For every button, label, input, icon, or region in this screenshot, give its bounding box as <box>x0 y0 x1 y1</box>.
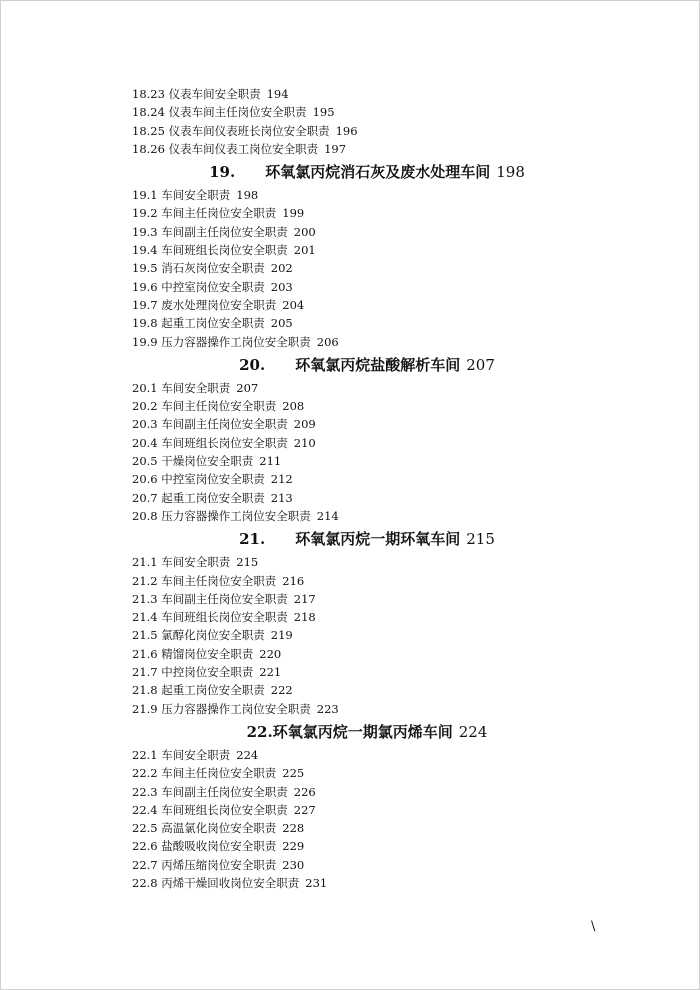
toc-entry-number: 20.1 <box>132 380 158 395</box>
toc-entry-page: 205 <box>270 316 293 331</box>
toc-entry <box>132 856 612 874</box>
toc-entry-title: 车间副主任岗位安全职责 <box>161 417 288 432</box>
toc-entry-page: 195 <box>312 105 335 120</box>
toc-entry-number: 18.25 <box>132 123 165 138</box>
toc-entry-title: 车间主任岗位安全职责 <box>161 573 277 588</box>
toc-entry-title: 中控室岗位安全职责 <box>161 472 265 487</box>
toc-entry-title: 中控室岗位安全职责 <box>161 279 265 294</box>
toc-entry-page: 224 <box>236 747 259 762</box>
toc-entry-page: 218 <box>293 610 316 625</box>
toc-entry-page: 199 <box>282 206 305 221</box>
toc-heading <box>122 525 612 553</box>
toc-entry-page: 203 <box>270 279 293 294</box>
toc-entry <box>132 415 612 433</box>
toc-entry-number: 20.4 <box>132 435 158 450</box>
toc-entry-title: 起重工岗位安全职责 <box>161 490 265 505</box>
toc-entry-number: 20.7 <box>132 490 158 505</box>
toc-entry-number: 19.8 <box>132 316 158 331</box>
toc-entry-number: 18.26 <box>132 141 165 156</box>
toc-entry-number: 19.5 <box>132 261 158 276</box>
toc-entry <box>132 783 612 801</box>
toc-entry <box>132 296 612 314</box>
toc-entry-page: 226 <box>293 784 316 799</box>
toc-entry <box>132 837 612 855</box>
toc-entry-page: 228 <box>282 821 305 836</box>
toc-heading-page: 215 <box>466 530 495 549</box>
toc-entry-number: 20.5 <box>132 454 158 469</box>
toc-entry <box>132 204 612 222</box>
toc-entry-page: 215 <box>236 555 259 570</box>
toc-entry-page: 200 <box>293 224 316 239</box>
toc-entry-title: 车间安全职责 <box>161 555 231 570</box>
toc-entry <box>132 122 612 140</box>
toc-entry <box>132 314 612 332</box>
toc-entry-page: 198 <box>236 188 259 203</box>
toc-entry-title: 车间安全职责 <box>161 380 231 395</box>
toc-entry <box>132 801 612 819</box>
toc-entry-title: 车间主任岗位安全职责 <box>161 399 277 414</box>
toc-entry <box>132 663 612 681</box>
toc-entry <box>132 590 612 608</box>
toc-entry-number: 22.1 <box>132 747 158 762</box>
toc-entry-title: 消石灰岗位安全职责 <box>161 261 265 276</box>
toc-entry-number: 19.2 <box>132 206 158 221</box>
toc-entry-title: 盐酸吸收岗位安全职责 <box>161 839 277 854</box>
toc-entry-title: 丙烯压缩岗位安全职责 <box>161 857 277 872</box>
toc-entry-title: 车间安全职责 <box>161 747 231 762</box>
toc-entry <box>132 700 612 718</box>
toc-entry-page: 194 <box>266 87 289 101</box>
toc-entry-title: 车间副主任岗位安全职责 <box>161 591 288 606</box>
toc-entry-title: 车间安全职责 <box>161 188 231 203</box>
toc-entry <box>132 278 612 296</box>
toc-entry-page: 201 <box>293 243 316 258</box>
toc-entry-number: 21.7 <box>132 665 158 680</box>
toc-entry-title: 仪表车间仪表班长岗位安全职责 <box>168 123 330 138</box>
toc-entry-page: 206 <box>316 334 339 349</box>
toc-entry-number: 21.4 <box>132 610 158 625</box>
toc-entry <box>132 241 612 259</box>
page-mark: \ <box>591 919 596 934</box>
toc-heading-title: 20. 环氧氯丙烷盐酸解析车间 <box>239 355 461 374</box>
toc-heading-title: 22.环氧氯丙烷一期氯丙烯车间 <box>246 722 453 741</box>
toc-entry-number: 19.1 <box>132 188 158 203</box>
toc-entry <box>132 553 612 571</box>
toc-heading-title: 21. 环氧氯丙烷一期环氧车间 <box>239 530 461 549</box>
toc-entry-title: 车间班组长岗位安全职责 <box>161 610 288 625</box>
table-of-contents <box>132 85 612 892</box>
toc-entry-title: 仪表车间安全职责 <box>168 87 261 101</box>
toc-entry-number: 22.8 <box>132 875 158 890</box>
toc-entry-title: 精馏岗位安全职责 <box>161 646 254 661</box>
toc-entry-page: 221 <box>259 665 282 680</box>
toc-heading-title: 19. 环氧氯丙烷消石灰及废水处理车间 <box>209 163 491 182</box>
toc-entry <box>132 819 612 837</box>
toc-entry-title: 中控岗位安全职责 <box>161 665 254 680</box>
toc-entry-page: 216 <box>282 573 305 588</box>
toc-entry-number: 20.3 <box>132 417 158 432</box>
toc-entry-page: 213 <box>270 490 293 505</box>
toc-heading-page: 224 <box>458 722 488 741</box>
toc-entry <box>132 452 612 470</box>
toc-entry <box>132 507 612 525</box>
toc-entry-page: 222 <box>270 683 293 698</box>
toc-entry-number: 19.9 <box>132 334 158 349</box>
toc-entry-number: 21.2 <box>132 573 158 588</box>
toc-entry <box>132 186 612 204</box>
toc-entry-number: 22.2 <box>132 766 158 781</box>
toc-entry-title: 仪表车间仪表工岗位安全职责 <box>168 141 319 156</box>
toc-heading <box>122 718 612 746</box>
toc-entry-number: 22.5 <box>132 821 158 836</box>
toc-entry-number: 21.1 <box>132 555 158 570</box>
toc-entry-title: 车间副主任岗位安全职责 <box>161 784 288 799</box>
toc-entry-number: 21.5 <box>132 628 158 643</box>
toc-entry-title: 车间班组长岗位安全职责 <box>161 802 288 817</box>
toc-entry-page: 227 <box>293 802 316 817</box>
toc-entry <box>132 85 612 103</box>
toc-entry-page: 220 <box>259 646 282 661</box>
toc-entry-page: 196 <box>335 123 358 138</box>
toc-heading <box>122 158 612 186</box>
toc-entry-number: 18.24 <box>132 105 165 120</box>
toc-entry-page: 212 <box>270 472 293 487</box>
toc-entry-number: 20.6 <box>132 472 158 487</box>
toc-entry-number: 21.9 <box>132 701 158 716</box>
toc-entry-page: 219 <box>270 628 293 643</box>
toc-entry <box>132 379 612 397</box>
toc-entry-page: 210 <box>293 435 316 450</box>
toc-entry-number: 19.3 <box>132 224 158 239</box>
toc-entry-title: 车间主任岗位安全职责 <box>161 206 277 221</box>
toc-entry-title: 车间班组长岗位安全职责 <box>161 243 288 258</box>
toc-entry-title: 压力容器操作工岗位安全职责 <box>161 334 311 349</box>
toc-entry-page: 217 <box>293 591 316 606</box>
toc-entry-page: 208 <box>282 399 305 414</box>
toc-entry <box>132 470 612 488</box>
toc-entry-title: 起重工岗位安全职责 <box>161 683 265 698</box>
toc-entry <box>132 681 612 699</box>
toc-entry <box>132 397 612 415</box>
toc-entry <box>132 489 612 507</box>
toc-entry-title: 起重工岗位安全职责 <box>161 316 265 331</box>
toc-entry-number: 21.3 <box>132 591 158 606</box>
toc-entry <box>132 223 612 241</box>
toc-entry-title: 车间主任岗位安全职责 <box>161 766 277 781</box>
toc-entry-page: 207 <box>236 380 259 395</box>
toc-entry-page: 223 <box>316 701 339 716</box>
toc-entry-number: 18.23 <box>132 87 165 101</box>
toc-entry <box>132 608 612 626</box>
toc-entry-number: 21.8 <box>132 683 158 698</box>
toc-heading-page: 207 <box>466 355 495 374</box>
toc-entry-page: 204 <box>282 297 305 312</box>
toc-entry-title: 压力容器操作工岗位安全职责 <box>161 508 311 523</box>
toc-entry-title: 压力容器操作工岗位安全职责 <box>161 701 311 716</box>
toc-entry-page: 209 <box>293 417 316 432</box>
toc-entry-number: 21.6 <box>132 646 158 661</box>
toc-entry-title: 车间副主任岗位安全职责 <box>161 224 288 239</box>
toc-entry-number: 20.8 <box>132 508 158 523</box>
toc-entry-page: 197 <box>324 141 347 156</box>
toc-entry <box>132 103 612 121</box>
toc-entry-number: 19.6 <box>132 279 158 294</box>
toc-entry-page: 202 <box>270 261 293 276</box>
toc-entry <box>132 434 612 452</box>
toc-entry <box>132 645 612 663</box>
toc-entry-title: 废水处理岗位安全职责 <box>161 297 277 312</box>
toc-entry-number: 20.2 <box>132 399 158 414</box>
toc-entry-page: 230 <box>282 857 305 872</box>
toc-entry <box>132 874 612 892</box>
toc-entry-page: 214 <box>316 508 339 523</box>
toc-heading <box>122 351 612 379</box>
toc-entry-title: 高温氯化岗位安全职责 <box>161 821 277 836</box>
toc-entry-title: 车间班组长岗位安全职责 <box>161 435 288 450</box>
toc-entry <box>132 764 612 782</box>
toc-entry <box>132 259 612 277</box>
toc-entry-number: 19.4 <box>132 243 158 258</box>
toc-entry-title: 仪表车间主任岗位安全职责 <box>168 105 307 120</box>
toc-entry-page: 211 <box>259 454 282 469</box>
toc-entry-number: 19.7 <box>132 297 158 312</box>
toc-heading-page: 198 <box>496 163 525 182</box>
toc-entry-title: 氯醇化岗位安全职责 <box>161 628 265 643</box>
toc-entry-page: 225 <box>282 766 305 781</box>
toc-entry-number: 22.7 <box>132 857 158 872</box>
toc-entry-page: 229 <box>282 839 305 854</box>
toc-entry-number: 22.3 <box>132 784 158 799</box>
toc-entry <box>132 572 612 590</box>
toc-entry <box>132 140 612 158</box>
toc-entry-title: 丙烯干燥回收岗位安全职责 <box>161 875 300 890</box>
toc-entry-number: 22.4 <box>132 802 158 817</box>
toc-entry-number: 22.6 <box>132 839 158 854</box>
toc-entry <box>132 746 612 764</box>
toc-entry-title: 干燥岗位安全职责 <box>161 454 254 469</box>
toc-entry-page: 231 <box>305 875 328 890</box>
toc-entry <box>132 333 612 351</box>
toc-entry <box>132 626 612 644</box>
